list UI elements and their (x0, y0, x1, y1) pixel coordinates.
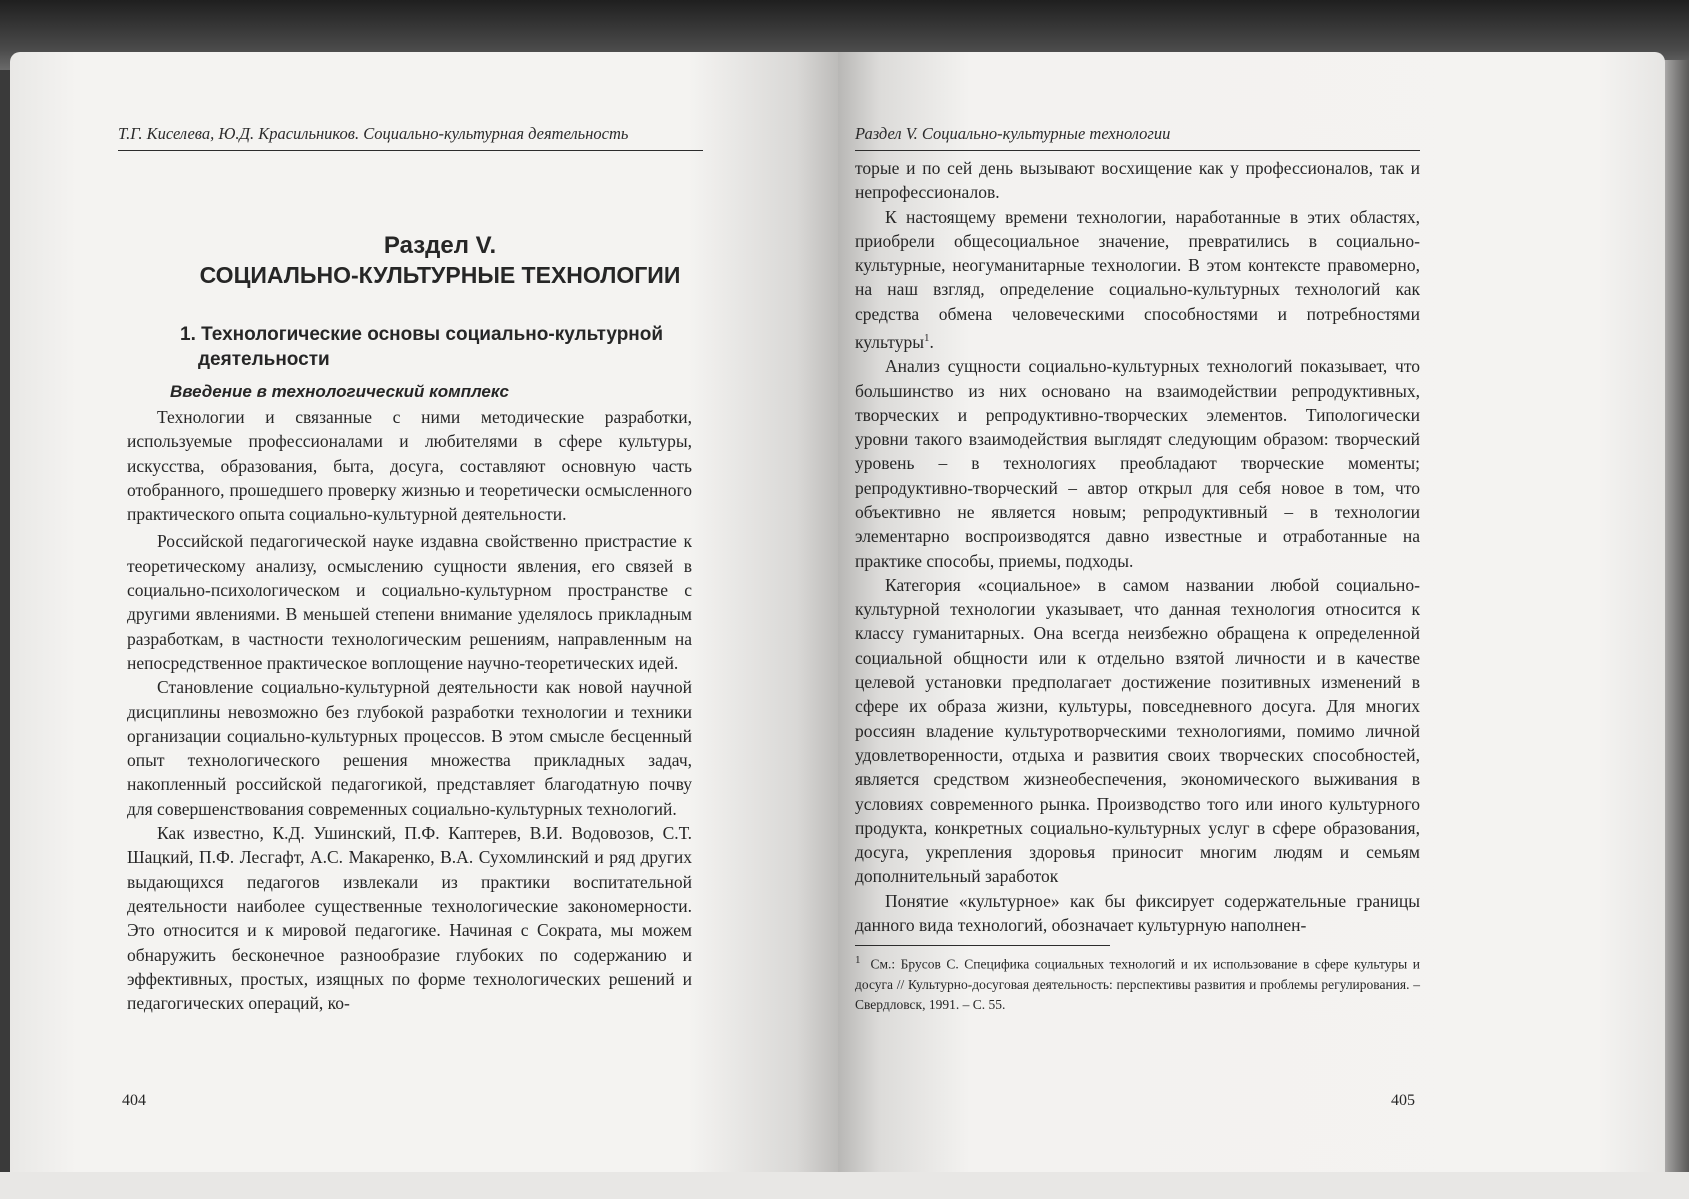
header-rule (855, 150, 1420, 151)
page-number: 404 (122, 1092, 146, 1109)
right-body-text (855, 156, 1420, 937)
running-head: Раздел V. Социально-культурные технологии (855, 124, 1171, 143)
footnote-reference: 1 (923, 332, 930, 345)
footnote-rule (855, 945, 1110, 946)
left-body-text (127, 405, 692, 1015)
paragraph: Технологии и связанные с ними методические разработки, используемые профессионалами и любителями в сфере культуры, искусства, образования, быта, досуга, составляют основную часть отобранного, прошедшего проверку жизнью и теоретически осмысленного практического опыта социально-культурной деятельности. (127, 407, 692, 525)
paragraph: Анализ сущности социально-культурных технологий показывает, что большинство из них основано на взаимодействии репродуктивных, творческих и репродуктивно-творческих элементов. Типологически уровни такого взаимодействия выглядят следующим образом: творческий уровень – в технологиях преобладают творческие моменты; репродуктивно-творческий – автор открыл для себя новое в том, что объективно не является новым; репродуктивный – в технологии элементарно воспроизводятся давно известные и отработанные на практике способы, приемы, подходы. (855, 356, 1420, 571)
book-spread (10, 52, 1665, 1172)
chapter-title: 1. Технологические основы социально-культурной деятельности (180, 324, 664, 370)
paragraph: К настоящему времени технологии, наработанные в этих областях, приобрели общесоциальное значение, превратились в социально-культурные, неогуманитарные технологии. В этом контексте правомерно, на наш взгляд, определение социально-культурных технологий как средства обмена человеческими способностями и потребностями культуры$^1$. (855, 206, 1420, 352)
running-head: Т.Г. Киселева, Ю.Д. Красильников. Социально-культурная деятельность (118, 124, 629, 143)
section-number: Раздел V. (383, 232, 497, 259)
page-number: 405 (1391, 1092, 1415, 1109)
paragraph: Понятие «культурное» как бы фиксирует содержательные границы данного вида технологий, обозначает культурную наполнен- (855, 890, 1420, 936)
section-title: СОЦИАЛЬНО-КУЛЬТУРНЫЕ ТЕХНОЛОГИИ (199, 262, 681, 288)
scan-background-bottom (0, 1172, 1689, 1199)
header-rule (118, 150, 703, 151)
paragraph: Российской педагогической науке издавна свойственно пристрастие к теоретическому анализу, осмыслению сущности явления, его связей в социально-психологическом и социально-культурном пространстве с другими явлениями. В меньшей степени внимание уделялось прикладным разработкам, в частности технологическим решениям, направленным на непосредственное практическое воплощение научно-теоретических идей. (127, 531, 692, 673)
paragraph: Становление социально-культурной деятельности как новой научной дисциплины невозможно без глубокой разработки технологии и техники организации социально-культурных процессов. В этом смысле бесценный опыт технологического решения множества прикладных задач, накопленный российской педагогикой, представляет благодатную почву для совершенствования современных социально-культурных технологий. (127, 677, 692, 819)
footnote-text: См.: Брусов С. Специфика социальных технологий и их использование в сфере культуры и досуга // Культурно-досуговая деятельность: перспективы развития и проблемы регулирования. – Свердловск, 1991. – С. 55. (855, 956, 1420, 1012)
paragraph: торые и по сей день вызывают восхищение как у профессионалов, так и непрофессионалов. (855, 158, 1420, 203)
subheading: Введение в технологический комплекс (170, 382, 509, 401)
footnote-number: 1 (855, 954, 861, 966)
right-page (838, 52, 1665, 1172)
footnote (855, 950, 1420, 1015)
paragraph: Категория «социальное» в самом названии любой социально-культурной технологии указывает, что данная технология относится к классу гуманитарных. Она всегда неизбежно обращена к определенной социальной общности или к отдельно взятой личности и в качестве целевой установки предполагает достижение позитивных изменений в сфере их образа жизни, культуры, повседневного досуга. Для многих россиян владение культуротворческими технологиями, помимо личной удовлетворенности, отдыха и развития своих творческих способностей, является средством жизнеобеспечения, экономического выживания в условиях современного рынка. Производство того или иного культурного продукта, конкретных социально-культурных услуг в сфере образования, досуга, укрепления здоровья приносит многим людям и семьям дополнительный заработок (855, 574, 1420, 887)
paragraph-text: К настоящему времени технологии, наработанные в этих областях, приобрели общесоциальное значение, превратились в социально-культурные, неогуманитарные технологии. В этом контексте правомерно, на наш взгляд, определение социально-культурных технологий как средства обмена человеческими способностями и потребностями культуры (855, 206, 1420, 352)
paragraph: Как известно, К.Д. Ушинский, П.Ф. Каптерев, В.И. Водовозов, С.Т. Шацкий, П.Ф. Лесгафт, А.С. Макаренко, В.А. Сухомлинский и ряд других выдающихся педагогов извлекали из практики воспитательной деятельности наиболее существенные технологические закономерности. Это относится и к мировой педагогике. Начиная с Сократа, мы можем обнаружить бесконечное разнообразие глубоких по содержанию и эффективных, простых, изящных по форме технологических решений и педагогических операций, ко- (127, 823, 692, 1014)
left-page (10, 52, 838, 1172)
